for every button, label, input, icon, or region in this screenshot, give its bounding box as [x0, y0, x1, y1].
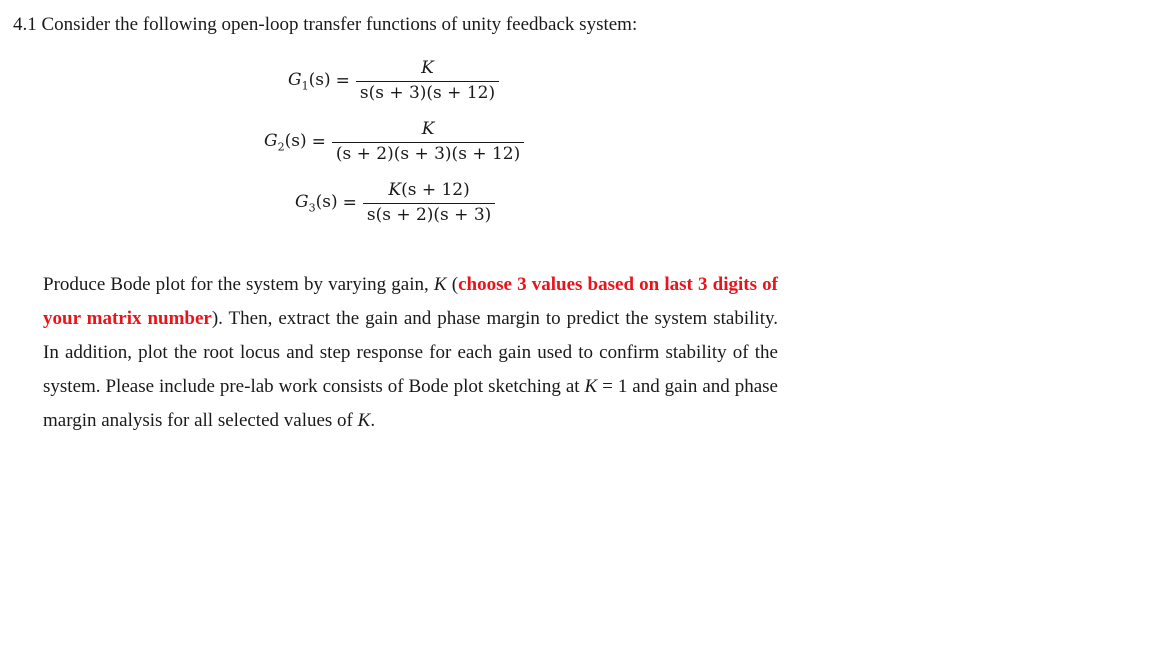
g2-numerator: K [421, 119, 435, 139]
transfer-function-g3 [295, 180, 495, 226]
equals-sign: = [311, 132, 326, 152]
g2-label: $G_2(s)$ [264, 130, 307, 154]
question-heading: 4.1 Consider the following open-loop transfer functions of unity feedback system: [13, 14, 638, 35]
transfer-function-g1 [288, 58, 499, 104]
equals-sign: = [335, 71, 350, 91]
g1-fraction [356, 58, 499, 104]
g3-denominator: s(s + 2)(s + 3) [366, 205, 492, 225]
g1-label: $G_1(s)$ [288, 69, 331, 93]
g1-numerator: K [421, 58, 434, 78]
g2-fraction [332, 119, 524, 165]
equals-sign: = [342, 193, 357, 213]
g2-denominator: (s + 2)(s + 3)(s + 12) [335, 144, 521, 164]
g3-numerator: K(s + 12) [388, 180, 470, 200]
highlighted-instruction: choose 3 values based on last 3 digits of your matrix number [43, 274, 778, 329]
transfer-function-g2 [264, 119, 524, 165]
g3-label: $G_3(s)$ [295, 191, 338, 215]
g1-denominator: s(s + 3)(s + 12) [359, 83, 496, 103]
instructions-paragraph: Produce Bode plot for the system by varying gain, K (choose 3 values based on last 3 digits of your matrix number). Then, extract the gain and phase margin to predict the system stability. In addition, plot the root locus and step response for each gain used to confirm stability of the system. Please include pre-lab work consists of Bode plot sketching at K = 1 and gain and phase margin analysis for all selected values of K. [43, 274, 779, 431]
g3-fraction [363, 180, 495, 226]
